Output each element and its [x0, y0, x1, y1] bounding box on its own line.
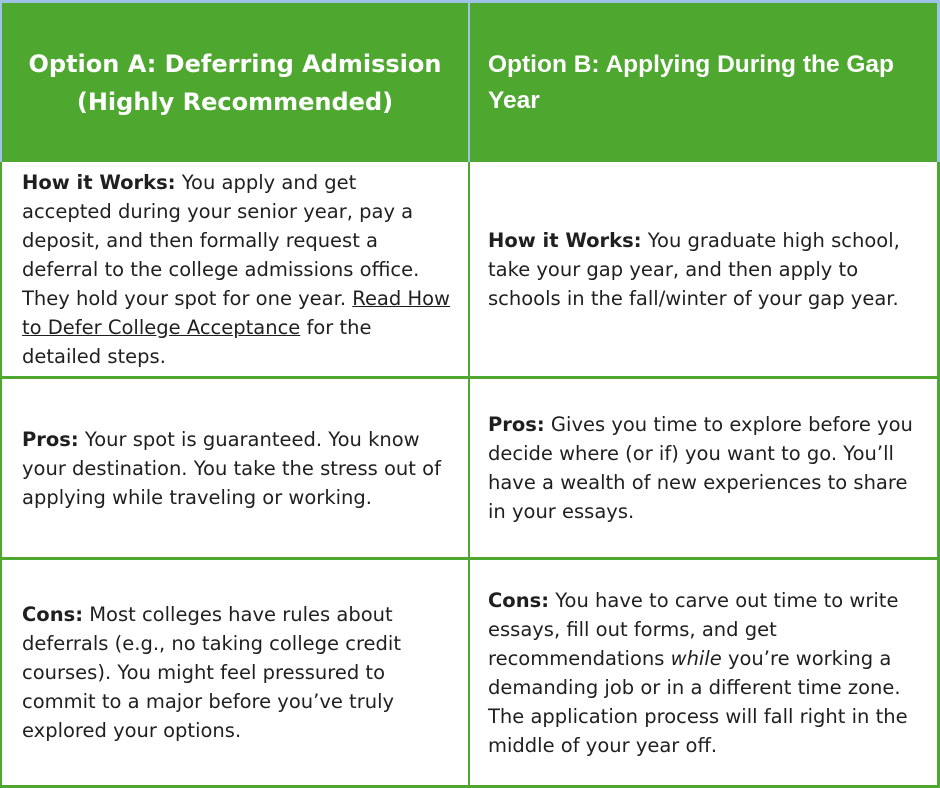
cons-b-body-end: you’re working a demanding job or in a different time zone. The application process will fall right in the middle of your year off.	[488, 646, 908, 757]
pros-a-body: Your spot is guaranteed. You know your destination. You take the stress out of applying while traveling or working.	[22, 427, 441, 509]
header-option-a-title: Option A: Deferring Admission (Highly Recommended)	[28, 49, 442, 116]
cons-a-text	[22, 600, 450, 745]
how-it-works-a-body: You apply and get accepted during your senior year, pay a deposit, and then formally request a deferral to the college admissions office. They hold your spot for one year.	[22, 170, 420, 310]
cons-b-text	[488, 586, 919, 760]
pros-option-b	[470, 379, 940, 560]
header-option-a	[0, 0, 470, 162]
defer-acceptance-link[interactable]: Read How to Defer College Acceptance	[22, 286, 451, 339]
pros-a-text	[22, 425, 450, 512]
cons-b-emphasis: while	[670, 646, 722, 670]
how-it-works-a-text	[22, 168, 450, 371]
pros-b-text	[488, 410, 919, 526]
header-option-b-title: Option B: Applying During the Gap Year	[488, 50, 895, 114]
how-it-works-option-a	[0, 162, 470, 379]
pros-b-label: Pros:	[488, 413, 545, 436]
how-it-works-a-label: How it Works:	[22, 170, 176, 194]
how-it-works-a-body-end: for the detailed steps.	[22, 315, 372, 368]
pros-b-body: Gives you time to explore before you decide where (or if) you want to go. You’ll have a wealth of new experiences to share in your essays.	[488, 413, 913, 523]
cons-b-body-start: You have to carve out time to write essays, fill out forms, and get recommendations	[488, 588, 899, 670]
how-it-works-b-body: You graduate high school, take your gap year, and then apply to schools in the fall/winter of your gap year.	[488, 228, 900, 310]
cons-option-b	[470, 560, 940, 788]
how-it-works-b-text	[488, 226, 919, 313]
how-it-works-b-label: How it Works:	[488, 228, 642, 252]
pros-a-label: Pros:	[22, 427, 79, 451]
pros-option-a	[0, 379, 470, 560]
cons-b-label: Cons:	[488, 588, 549, 612]
cons-option-a	[0, 560, 470, 788]
cons-a-label: Cons:	[22, 603, 83, 626]
cons-a-body: Most colleges have rules about deferrals (e.g., no taking college credit courses). You might feel pressured to commit to a major before you’ve truly explored your options.	[22, 603, 401, 742]
how-it-works-option-b	[470, 162, 940, 379]
header-option-b	[470, 0, 940, 162]
